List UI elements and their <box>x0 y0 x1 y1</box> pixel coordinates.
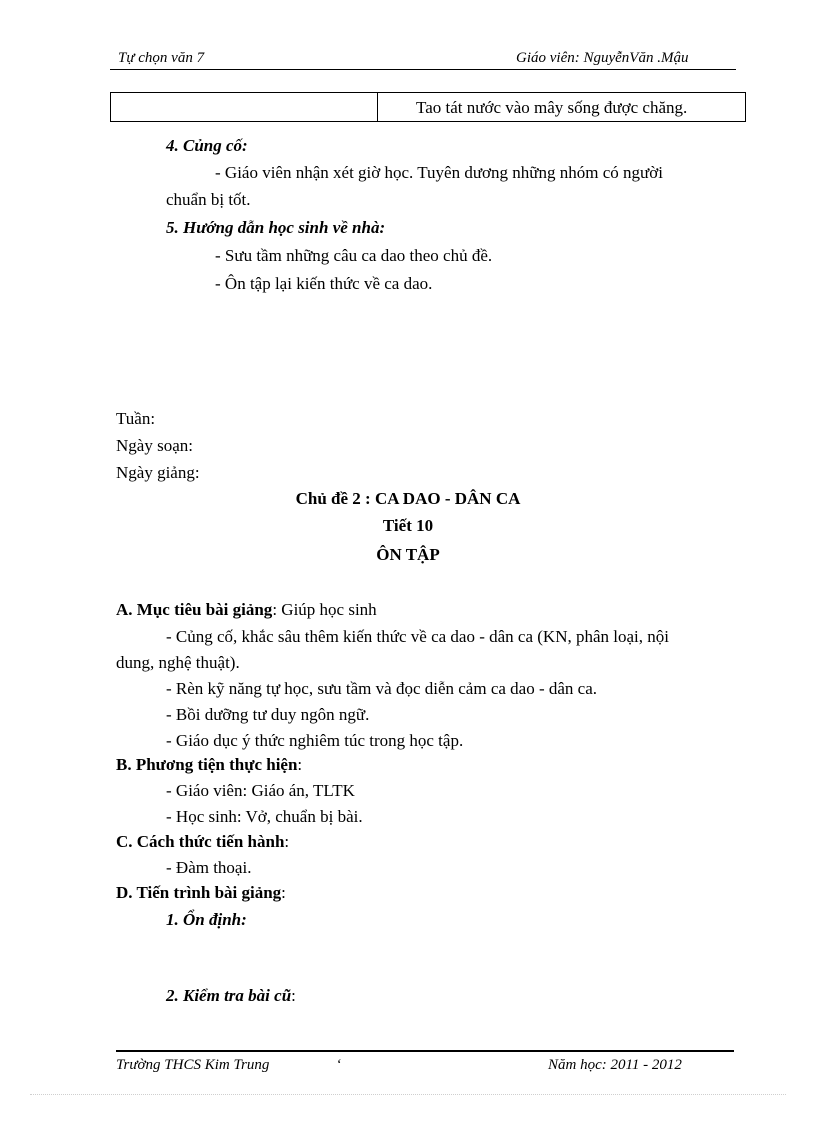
header-left: Tự chọn văn 7 <box>118 50 205 66</box>
section4-line2: chuẩn bị tốt. <box>166 190 251 209</box>
header-right: Giáo viên: NguyễnVăn .Mậu <box>516 50 689 66</box>
lesson-name: ÔN TẬP <box>376 545 440 564</box>
week-label: Tuần: <box>116 409 156 428</box>
section4-title: 4. Củng cố: <box>166 136 248 155</box>
header-rule <box>110 69 736 70</box>
topic-title: Chủ đề 2 : CA DAO - DÂN CA <box>295 489 521 508</box>
sectionA-item: - Rèn kỹ năng tự học, sưu tầm và đọc diễn cảm ca dao - dân ca. <box>166 679 598 698</box>
table-divider <box>377 93 378 121</box>
lesson-number: Tiết 10 <box>382 516 434 535</box>
sectionB-item: - Học sinh: Vở, chuẩn bị bài. <box>166 807 363 826</box>
table-cell-text: Tao tát nước vào mây sống được chăng. <box>416 98 688 117</box>
sectionC-suffix: : <box>284 832 290 851</box>
footer-left: Trường THCS Kim Trung <box>116 1057 270 1073</box>
sectionB-item: - Giáo viên: Giáo án, TLTK <box>166 781 355 800</box>
sectionA-heading <box>116 600 377 620</box>
footer-right: Năm học: 2011 - 2012 <box>548 1057 682 1073</box>
footer-rule <box>116 1050 734 1052</box>
sectionC-heading <box>116 832 289 852</box>
section5-title: 5. Hướng dẫn học sinh về nhà: <box>166 218 386 237</box>
sectionD-heading <box>116 883 286 903</box>
section5-item: - Sưu tầm những câu ca dao theo chủ đề. <box>215 246 493 265</box>
section4-line1: - Giáo viên nhận xét giờ học. Tuyên dương những nhóm có người <box>215 163 663 182</box>
sectionD-step2 <box>166 986 296 1006</box>
sectionB-heading <box>116 755 302 775</box>
page-edge-line <box>30 1094 786 1095</box>
sectionB-suffix: : <box>297 755 303 774</box>
sectionD-suffix: : <box>281 883 286 902</box>
sectionA-item: - Bồi dưỡng tư duy ngôn ngữ. <box>166 705 370 724</box>
teach-date-label: Ngày giảng: <box>116 463 200 482</box>
sectionA-suffix: : Giúp học sinh <box>272 600 377 619</box>
sectionD-step1: 1. Ổn định: <box>166 910 247 929</box>
sectionA-item: dung, nghệ thuật). <box>116 653 240 672</box>
sectionA-item: - Củng cố, khắc sâu thêm kiến thức về ca dao - dân ca (KN, phân loại, nội <box>166 627 669 646</box>
sectionD-step2-suffix: : <box>291 986 296 1005</box>
section5-item: - Ôn tập lại kiến thức về ca dao. <box>215 274 433 293</box>
footer-mark: ‘ <box>336 1057 341 1073</box>
sectionD-step2-label: 2. Kiểm tra bài cũ <box>166 986 292 1005</box>
sectionA-label: A. Mục tiêu bài giảng <box>116 600 273 619</box>
sectionC-label: C. Cách thức tiến hành <box>116 832 285 851</box>
sectionD-label: D. Tiến trình bài giảng <box>116 883 282 902</box>
sectionA-item: - Giáo dục ý thức nghiêm túc trong học tập. <box>166 731 464 750</box>
table-row <box>110 92 746 122</box>
sectionC-item: - Đàm thoại. <box>166 858 252 877</box>
sectionB-label: B. Phương tiện thực hiện <box>116 755 298 774</box>
prep-date-label: Ngày soạn: <box>116 436 193 455</box>
